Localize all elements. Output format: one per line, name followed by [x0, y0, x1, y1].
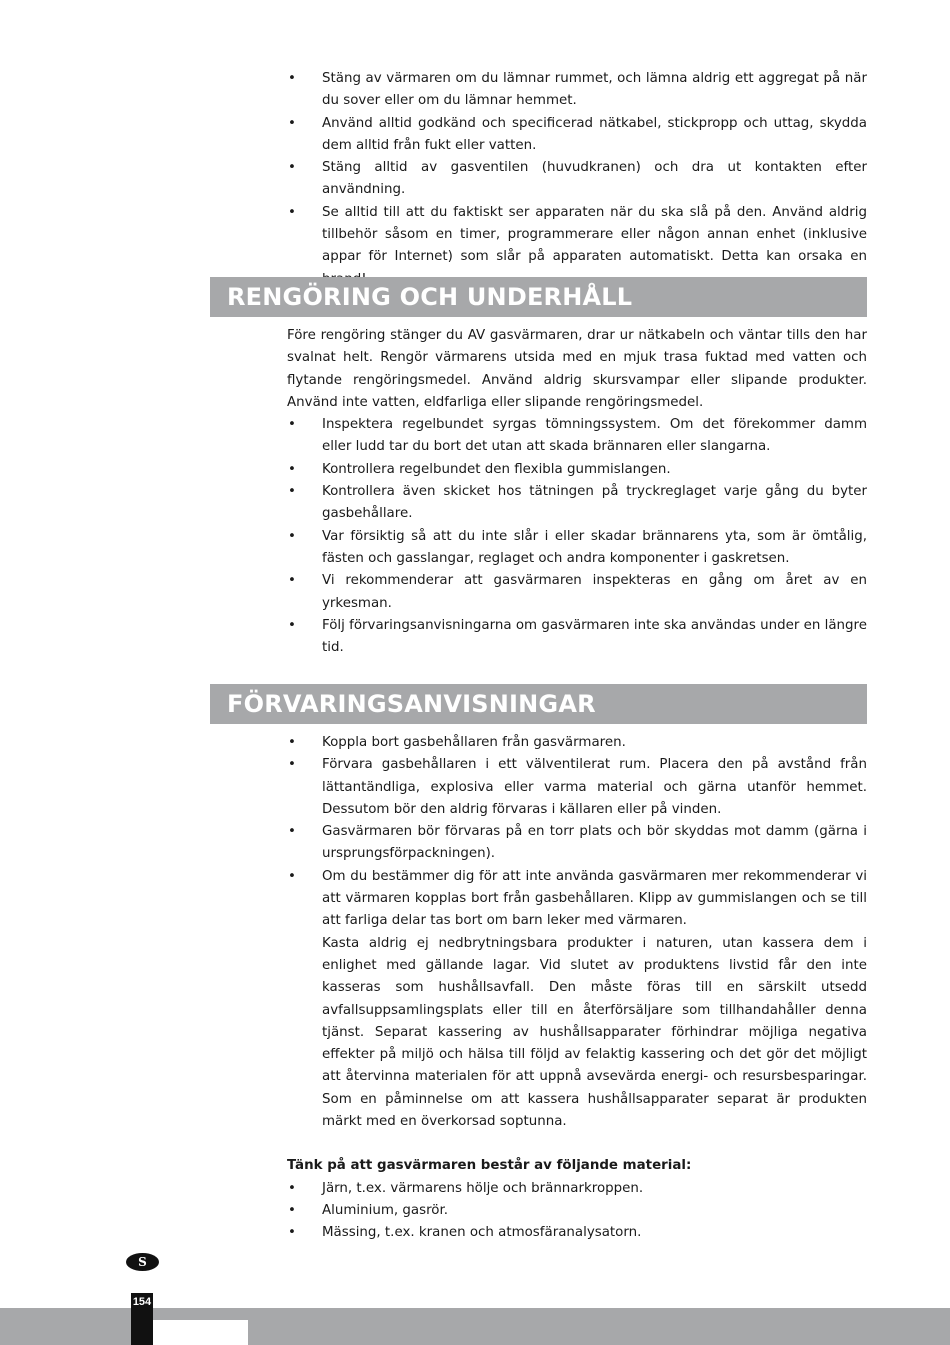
footer-strip — [153, 1320, 248, 1345]
list-item: • Se alltid till att du faktiskt ser apparaten när du ska slå på den. Använd aldrig tillbehör såsom en timer, programmerare eller någon annan enhet (inklusive appar för Internet) som slår på apparaten automatiskt. Detta kan orsaka en — [288, 204, 867, 265]
cleaning-intro: Före rengöring stänger du AV gasvärmaren, drar ur nätkabeln och väntar tills den har svalnat helt. Rengör värmarens utsida med en mjuk trasa fuktad med vatten och flytande rengöringsmedel. Använd aldrig skursvampar eller slipande produkter. Använd inte vatten, eldfarliga eller slipande rengöringsmedel. — [287, 328, 867, 410]
list-item: • Aluminium, gasrör. — [288, 1202, 449, 1218]
materials-heading: Tänk på att gasvärmaren består av följande material: — [287, 1158, 692, 1174]
list-item: • Stäng av värmaren om du lämnar rummet, och lämna aldrig ett aggregat på när du sover eller om du lämnar hemmet. — [288, 71, 867, 109]
page-number: 154 — [132, 1296, 152, 1308]
list-item: • Stäng alltid av gasventilen (huvudkranen) och dra ut kontakten efter användning. — [288, 160, 867, 198]
list-item: • Gasvärmaren bör förvaras på en torr plats och bör skyddas mot damm (gärna i ursprungsförpackningen). — [288, 824, 867, 862]
materials-list — [287, 1178, 867, 1245]
list-item: • Koppla bort gasbehållaren från gasvärmaren. — [288, 735, 626, 750]
disposal-paragraph: Kasta aldrig ej nedbrytningsbara produkter i naturen, utan kassera dem i enlighet med gällande lagar. Vid slutet av produktens livstid får den inte kasseras som hushållsavfall. Den måste föras till en särskilt utsedd avfallsuppsamlingsplats eller till en återförsäljare som tillhandahåller denna tjänst. Separat kassering av hushållsapparater förhindrar möjliga negativa effekter på miljö och hälsa till följd av felaktig kassering och det gör det möjligt att återvinna materialen för att uppnå avsevärda energi- och resursbesparingar. Som en påminnelse om att kassera hushållsapparater separat är produkten märkt med en överkorsad soptunna. — [322, 935, 867, 1130]
list-item: • Mässing, t.ex. kranen och atmosfäranalysatorn. — [288, 1225, 642, 1241]
cleaning-section — [287, 325, 867, 659]
list-item: • Följ förvaringsanvisningarna om gasvärmaren inte ska användas under en längre tid. — [288, 617, 867, 656]
storage-section — [287, 732, 867, 1245]
language-badge: S — [126, 1253, 159, 1271]
list-item: • Använd alltid godkänd och specificerad nätkabel, stickpropp och uttag, skydda dem alltid från fukt eller vatten. — [288, 115, 867, 153]
list-item: • Kontrollera även skicket hos tätningen på tryckreglaget varje gång du byter gasbehållare. — [288, 484, 867, 522]
storage-list — [287, 732, 867, 1133]
list-item: • Var försiktig så att du inte slår i eller skadar brännarens yta, som är ömtålig, fästen och gasslangar, reglaget och andra komponenter i gaskretsen. — [288, 528, 867, 566]
list-item: • Om du bestämmer dig för att inte använda gasvärmaren mer rekommenderar vi att värmaren kopplas bort från gasbehållaren. Klipp av gummislangen och se till att farliga delar tas bort om barn leker med värmaren. Kasta aldrig ej nedbrytningsbara produkter i naturen, utan kassera dem i enlighet med gällande lagar. Vid slutet av produktens livstid får den inte kasseras som hushållsavfall. Den måste föras till en särskilt utsedd avfallsuppsamlingsplats eller till en återförsäljare som tillhandahåller denna tjänst. Separat kassering av hushållsapparater förhindrar möjliga negativa effekter på miljö och hälsa till följd av felaktig kassering och det gör det möjligt att återvinna materialen för att uppnå avsevärda energi- och resursbesparingar. Som en påminnelse om att kassera hushållsapparater separat är produkten märkt med en överkorsad soptunna. — [287, 866, 867, 1134]
list-item: • Förvara gasbehållaren i ett välventilerat rum. Placera den på avstånd från lättantändliga, explosiva eller varma material och gärna utanför hemmet. Dessutom bör den aldrig förvaras i källaren eller på vinden. — [288, 757, 867, 817]
list-item: • Kontrollera regelbundet den flexibla gummislangen. — [288, 461, 671, 477]
cleaning-list — [287, 414, 867, 659]
list-item: • Vi rekommenderar att gasvärmaren inspekteras en gång om året av en yrkesman. — [288, 573, 867, 611]
section-heading-cleaning: RENGÖRING OCH UNDERHÅLL — [210, 277, 867, 317]
list-item: • Järn, t.ex. värmarens hölje och brännarkroppen. — [288, 1180, 644, 1196]
safety-bullets — [287, 68, 867, 291]
section-heading-storage: FÖRVARINGSANVISNINGAR — [210, 684, 867, 724]
safety-list — [287, 68, 867, 291]
list-item: • Inspektera regelbundet syrgas tömningssystem. Om det förekommer damm eller ludd tar du bort det utan att skada brännaren eller slangarna. — [288, 417, 867, 455]
